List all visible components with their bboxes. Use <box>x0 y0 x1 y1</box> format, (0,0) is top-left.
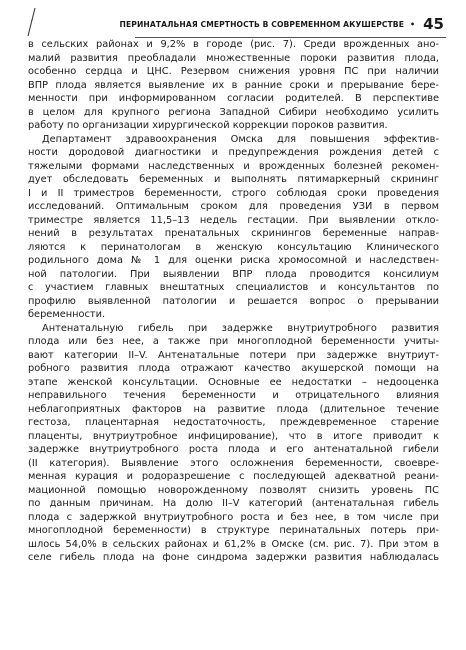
text-line: неблагоприятных факторов на развитие плода (длительное течение <box>28 403 439 415</box>
text-line: в целом для крупного региона Западной Сибири необходимо усилить <box>28 106 439 118</box>
text-line: неправильного течения беременности и отрицательного влияния <box>28 390 439 401</box>
text-line: в сельских районах и 9,2% в городе (рис. 7). Среди врожденных ано- <box>28 39 439 50</box>
bullet-icon: • <box>410 19 416 29</box>
text-line: ляются к перинатологам в женскую консультацию Клинического <box>28 241 439 253</box>
body-text <box>28 38 439 565</box>
text-line: нений в результатах пренатальных скринингов беременные направ- <box>28 228 439 239</box>
text-line: гестоза, плацентарная недостаточность, преждевременное старение <box>28 417 439 428</box>
text-line: менная курация и родоразрешение с последующей адекватной реани- <box>28 471 439 482</box>
text-line: родильного дома № 1 для оценки риска хромосомной и наследствен- <box>28 255 439 266</box>
text-line: профилю выявленной патологии и решается вопрос о прерывании <box>28 295 439 307</box>
text-line: робного развития плода отражают качество акушерской помощи на <box>28 363 439 374</box>
text-line: этапе женской консультации. Основные ее недостатки – недооценка <box>28 376 439 388</box>
text-line: особенно сердца и ЦНС. Резервом снижения уровня ПС при наличии <box>28 66 439 77</box>
text-line: триместре является 11,5–13 недель гестации. При выявлении откло- <box>28 214 439 226</box>
running-head <box>119 13 444 35</box>
text-line: с участием главных внештатных специалистов и консультантов по <box>28 282 439 293</box>
text-line: Антенатальную гибель при задержке внутриутробного развития <box>42 322 439 334</box>
text-line: плода с задержкой внутриутробного роста и без нее, в том числе при <box>28 511 439 523</box>
text-line: шлось 54,0% в сельских районах и 61,2% в Омске (см. рис. 7). При этом в <box>28 538 439 550</box>
text-line: ВПР плода является выявление их в ранние сроки и прерывание бере- <box>28 79 439 91</box>
text-line: задержке внутриутробного роста плода и его антенатальной гибели <box>28 444 439 455</box>
text-line: многоплодной беременности) в структуре перинатальных потерь при- <box>28 525 439 536</box>
text-line: I и II триместров беременности, строго соблюдая сроки проведения <box>28 187 439 199</box>
running-title: ПЕРИНАТАЛЬНАЯ СМЕРТНОСТЬ В СОВРЕМЕННОМ АКУШЕРСТВЕ <box>119 19 404 29</box>
text-line: Департамент здравоохранения Омска для повышения эффектив- <box>42 133 439 145</box>
text-line: селе гибель плода на фоне синдрома задержки развития наблюдалась <box>28 552 439 563</box>
text-line: (II категория). Выявление этого осложнения беременности, своевре- <box>28 457 439 469</box>
text-line: менности при информированном согласии родителей. В перспективе <box>28 93 439 104</box>
text-line: ной патологии. При выявлении ВПР плода проводится консилиум <box>28 268 439 280</box>
text-line: ности дородовой диагностики и предупреждения рождения детей с <box>28 147 439 158</box>
corner-mark-icon <box>22 8 40 38</box>
text-line: малий развития преобладали множественные пороки развития плода, <box>28 52 439 64</box>
text-line: вают категории II–V. Антенатальные потери при задержке внутриут- <box>28 349 439 361</box>
paragraph <box>28 133 439 322</box>
text-line: работу по организации хирургической коррекции пороков развития. <box>28 120 388 131</box>
text-line: беременности. <box>28 309 106 320</box>
page-number: 45 <box>423 15 444 33</box>
text-line: мационной помощью новорожденному позволят снизить уровень ПС <box>28 484 439 496</box>
text-line: плаценты, внутриутробное инфицирование), что в итоге приводит к <box>28 430 439 442</box>
text-line: дует обследовать беременных и выполнять пятимаркерный скрининг <box>28 174 439 185</box>
paragraph <box>28 322 439 565</box>
paragraph <box>28 38 439 133</box>
text-line: исследований. Оптимальным сроком для проведения УЗИ в первом <box>28 201 439 212</box>
text-line: по данным причинам. На долю II–V категорий (антенатальная гибель <box>28 498 439 509</box>
text-line: плода или без нее, а также при многоплодной беременности учиты- <box>28 336 439 347</box>
text-line: тяжелыми формами наследственных и врожденных болезней рекомен- <box>28 160 439 172</box>
